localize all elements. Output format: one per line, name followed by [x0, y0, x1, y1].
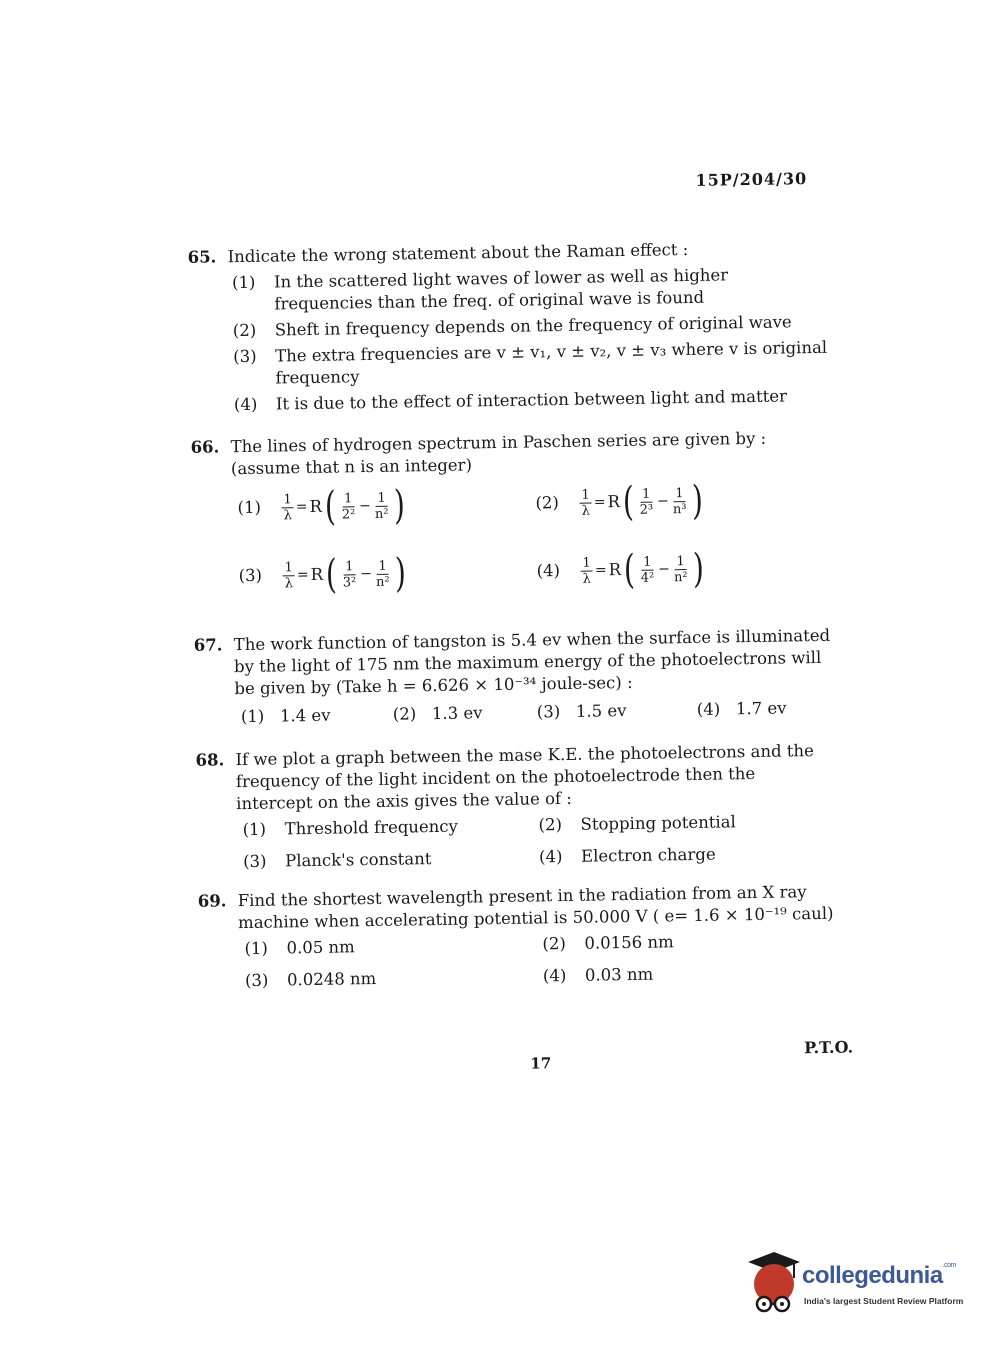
options-row-1	[242, 810, 836, 847]
option-3: (3) $\frac{1}{\lambda}$ = R ( $\frac{1}{\text{3²}}$ − $\frac{1}{\text{n²}}$ )	[238, 550, 407, 598]
option-4: (4) $\frac{1}{\lambda}$ = R ( $\frac{1}{\text{4²}}$ − $\frac{1}{\text{n²}}$ )	[536, 545, 705, 594]
question-65	[187, 237, 830, 417]
question-number: 68.	[195, 750, 225, 770]
formula-row-1	[237, 479, 832, 548]
option-1: (1) 0.05 nm	[244, 937, 355, 959]
question-number: 67.	[193, 635, 223, 655]
option-1: (1) In the scattered light waves of lower as well as higher frequencies than the freq. of original wave is found	[231, 265, 729, 314]
option-2: (2) Sheft in frequency depends on the frequency of original wave	[232, 312, 792, 341]
option-2: (2) $\frac{1}{\lambda}$ = R ( $\frac{1}{\text{2³}}$ − $\frac{1}{\text{n³}}$ )	[535, 477, 704, 526]
formula-row-2	[238, 547, 833, 616]
question-number: 65.	[187, 247, 217, 267]
option-1: (1) 1.4 ev	[240, 705, 331, 727]
option-4: (4) 0.03 nm	[542, 964, 654, 986]
question-67	[194, 625, 835, 731]
question-text: If we plot a graph between the mase K.E. the photoelectrons and the frequency of the light incident on the photoelectrode then the intercept on the axis gives the value of :	[235, 741, 814, 814]
option-2: (2) Stopping potential	[538, 812, 736, 835]
brand-tagline: India's largest Student Review Platform	[804, 1296, 964, 1306]
option-4: (4) 1.7 ev	[696, 698, 787, 719]
question-text: Indicate the wrong statement about the Raman effect :	[227, 239, 689, 267]
option-4: (4) Electron charge	[538, 844, 716, 867]
option-3: (3) Planck's constant	[242, 849, 432, 872]
options-row	[241, 697, 835, 730]
options-row-1	[244, 929, 838, 966]
collegedunia-logo	[744, 1248, 974, 1328]
options-row-2	[243, 842, 837, 879]
option-2: (2) 0.0156 nm	[542, 932, 674, 954]
question-69	[198, 881, 840, 999]
page-number: 17	[530, 1054, 552, 1073]
option-3: (3) 0.0248 nm	[244, 968, 377, 991]
question-text: Find the shortest wavelength present in the radiation from an X ray machine when accelerating potential is 50.000 V ( e= 1.6 × 10⁻¹⁹ caul)	[237, 882, 834, 933]
option-3: (3) The extra frequencies are v ± v₁, v ± v₂, v ± v₃ where v is original frequency	[233, 337, 828, 388]
question-text: The lines of hydrogen spectrum in Paschen series are given by : (assume that n is an integer)	[230, 428, 767, 479]
question-number: 69.	[197, 891, 227, 911]
option-1: (1) Threshold frequency	[242, 816, 459, 840]
question-68	[195, 740, 837, 880]
brand-name: collegedunia$^{.com}$	[802, 1262, 956, 1289]
question-66	[190, 427, 833, 617]
pto-label: P.T.O.	[803, 1037, 854, 1058]
question-text: The work function of tangston is 5.4 ev when the surface is illuminated by the light of 175 nm the maximum energy of the photoelectrons will be given by (Take h = 6.626 × 10⁻³⁴ joule-sec) :	[233, 625, 831, 699]
option-3: (3) 1.5 ev	[536, 701, 627, 722]
option-2: (2) 1.3 ev	[392, 703, 483, 724]
paper-code: 15P/204/30	[695, 169, 808, 190]
question-number: 66.	[190, 437, 220, 457]
mascot-icon	[744, 1248, 804, 1318]
option-1: (1) $\frac{1}{\lambda}$ = R ( $\frac{1}{\text{2²}}$ − $\frac{1}{\text{n²}}$ )	[237, 482, 406, 530]
option-4: (4) It is due to the effect of interaction between light and matter	[233, 386, 788, 415]
options-row-2	[245, 961, 839, 998]
